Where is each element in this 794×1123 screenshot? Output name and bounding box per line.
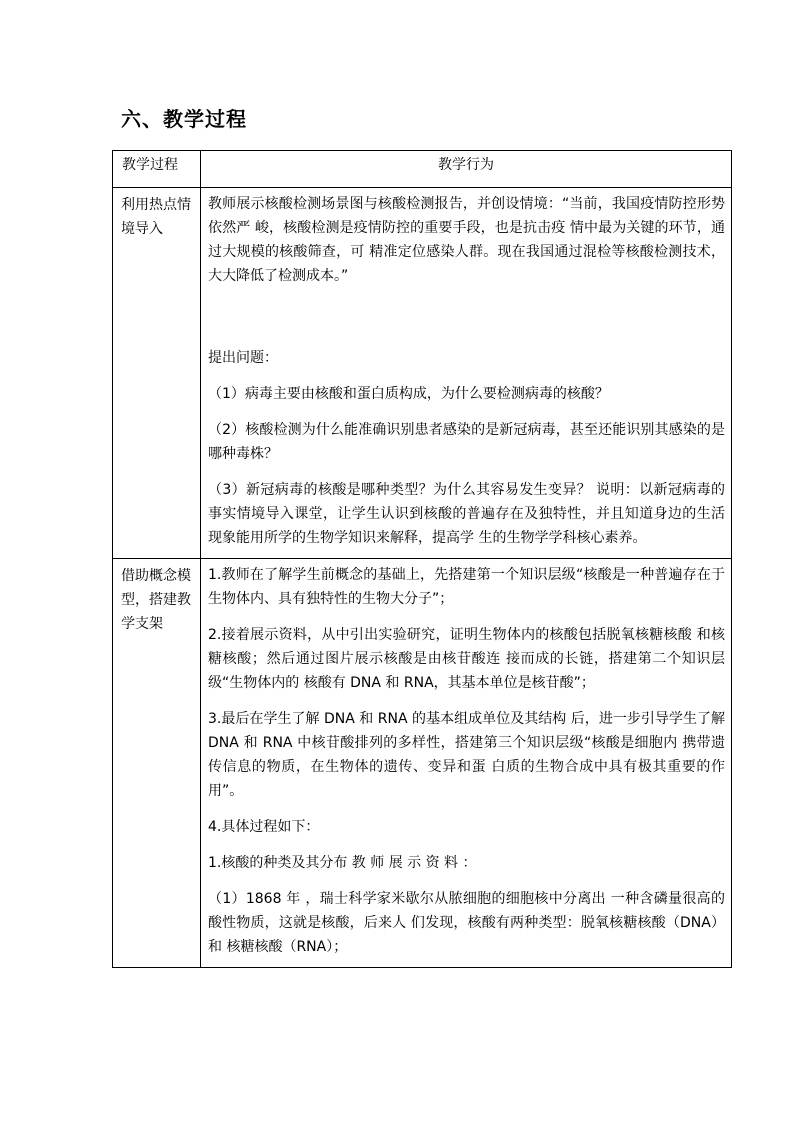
stage-cell: 利用热点情境导入 [113, 188, 201, 559]
table-header-row [113, 151, 732, 188]
paragraph-step-2: 2.接着展示资料，从中引出实验研究，证明生物体内的核酸包括脱氧核糖核酸 和核糖核酸；然后通过图片展示核酸是由核苷酸连 接而成的长链，搭建第二个知识层级“生物体内的 核酸有 DNA 和 RNA，其基本单位是核苷酸”； [208, 627, 725, 691]
header-behavior: 教学行为 [201, 151, 732, 188]
table-row [113, 188, 732, 559]
paragraph-step-4: 4.具体过程如下： [208, 819, 320, 835]
behavior-cell [201, 559, 732, 968]
paragraph-questions-label: 提出问题： [208, 350, 278, 366]
paragraph-step-1: 1.教师在了解学生前概念的基础上，先搭建第一个知识层级“核酸是一种普遍存在于生物体内、具有独特性的生物大分子”； [208, 567, 725, 607]
section-title: 六、教学过程 [121, 107, 247, 131]
paragraph-material-heading: 1.核酸的种类及其分布 教 师 展 示 资 料 ： [208, 855, 477, 871]
stage-cell: 借助概念模型，搭建教学支架 [113, 559, 201, 968]
paragraph-question-3: （3）新冠病毒的核酸是哪种类型？为什么其容易发生变异？ 说明：以新冠病毒的事实情境导入课堂，让学生认识到核酸的普遍存在及独特性，并且知道身边的生活现象能用所学的生物学知识来解释，提高学 生的生物学学科核心素养。 [208, 482, 725, 546]
paragraph-question-2: （2）核酸检测为什么能准确识别患者感染的是新冠病毒，甚至还能识别其感染的是哪种毒株？ [208, 422, 725, 462]
paragraph-question-1: （1）病毒主要由核酸和蛋白质构成，为什么要检测病毒的核酸？ [208, 386, 609, 402]
table-row [113, 559, 732, 968]
paragraph-intro: 教师展示核酸检测场景图与核酸检测报告，并创设情境：“当前，我国疫情防控形势依然严 峻，核酸检测是疫情防控的重要手段，也是抗击疫 情中最为关键的环节，通过大规模的核酸筛查，可 精准定位感染人群。现在我国通过混检等核酸检测技术，大大降低了检测成本。” [208, 196, 725, 284]
paragraph-material-1: （1）1868 年 ，瑞士科学家米歇尔从脓细胞的细胞核中分离出 一种含磷量很高的酸性物质，这就是核酸，后来人 们发现，核酸有两种类型：脱氧核糖核酸（DNA）和 核糖核酸（RNA）； [208, 891, 725, 955]
header-stage: 教学过程 [113, 151, 201, 188]
behavior-cell [201, 188, 732, 559]
teaching-process-table [112, 150, 732, 968]
paragraph-step-3: 3.最后在学生了解 DNA 和 RNA 的基本组成单位及其结构 后，进一步引导学生了解 DNA 和 RNA 中核苷酸排列的多样性，搭建第三个知识层级“核酸是细胞内 携带遗传信息的物质，在生物体的遗传、变异和蛋 白质的生物合成中具有极其重要的作用”。 [208, 711, 725, 799]
